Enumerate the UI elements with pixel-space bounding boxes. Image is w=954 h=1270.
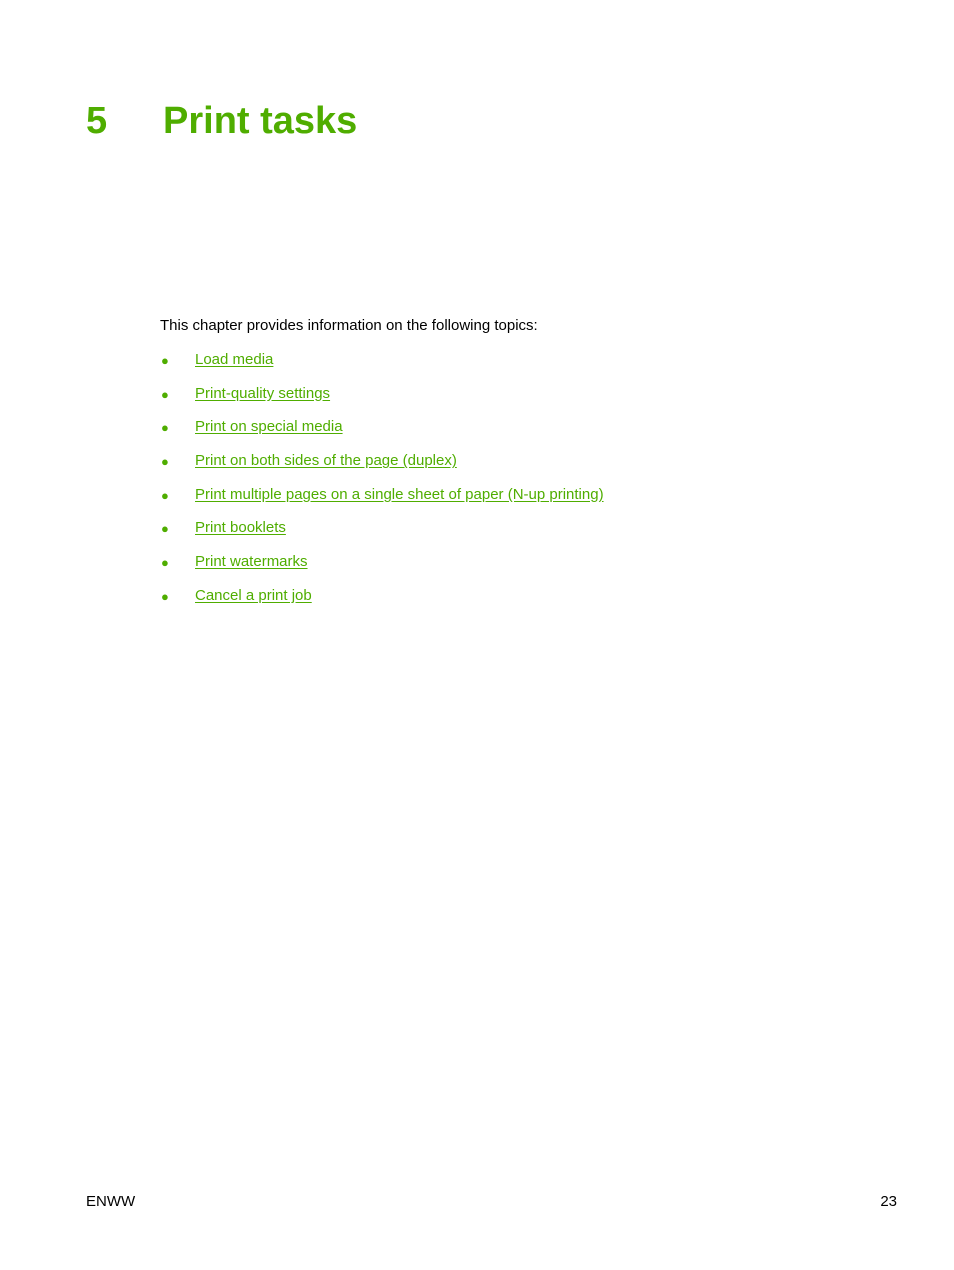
page-number: 23 (880, 1193, 897, 1210)
bullet-icon: ● (161, 353, 169, 368)
bullet-icon: ● (161, 420, 169, 436)
topic-link-print-watermarks[interactable]: Print watermarks (195, 553, 308, 571)
chapter-number: 5 (86, 100, 108, 142)
bullet-icon: ● (161, 521, 169, 537)
chapter-title: Print tasks (163, 100, 358, 142)
bullet-icon: ● (161, 588, 169, 604)
topic-link-duplex[interactable]: Print on both sides of the page (duplex) (195, 452, 457, 470)
topic-link-n-up-printing[interactable]: Print multiple pages on a single sheet of paper (N-up printing) (195, 485, 604, 503)
topic-link-print-booklets[interactable]: Print booklets (195, 519, 286, 537)
topic-link-cancel-print-job[interactable]: Cancel a print job (195, 586, 312, 604)
topic-link-print-on-special-media[interactable]: Print on special media (195, 418, 343, 436)
bullet-icon: ● (161, 454, 169, 470)
bullet-icon: ● (161, 487, 169, 503)
topic-link-print-quality-settings[interactable]: Print-quality settings (195, 384, 331, 402)
topic-link-load-media[interactable]: Load media (195, 351, 274, 368)
bullet-icon: ● (161, 386, 169, 402)
footer-label: ENWW (86, 1193, 136, 1210)
bullet-icon: ● (161, 555, 169, 571)
intro-text: This chapter provides information on the following topics: (160, 317, 538, 334)
